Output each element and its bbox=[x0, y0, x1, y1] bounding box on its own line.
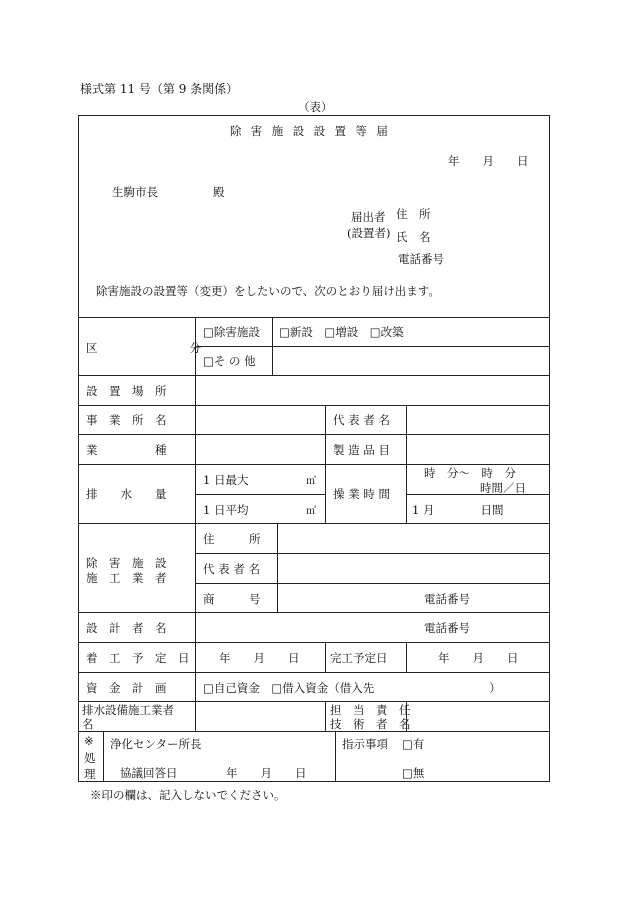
category-removal-facility[interactable]: □除害施設 bbox=[203, 325, 260, 339]
consult-date-field: 年 月 日 bbox=[226, 766, 307, 780]
processing-label-1: 処 bbox=[84, 751, 96, 765]
category-other[interactable]: □そ の 他 bbox=[203, 354, 256, 368]
category-label: 区 分 bbox=[86, 341, 201, 355]
time-range: 時 分〜 時 分 bbox=[424, 466, 516, 480]
end-date-label: 完工予定日 bbox=[330, 651, 388, 665]
footer-note: ※印の欄は、記入しないでください。 bbox=[90, 788, 286, 802]
funding-options[interactable]: □自己資金 □借入資金（借入先 ） bbox=[203, 681, 501, 695]
address-label: 住 所 bbox=[396, 207, 431, 221]
drain-contractor-label-2: 名 bbox=[82, 717, 94, 731]
category-options[interactable]: □新設 □増設 □改築 bbox=[279, 325, 404, 339]
hours-per-day: 時間／日 bbox=[480, 481, 526, 495]
daily-avg-unit: ㎥ bbox=[306, 506, 316, 517]
addressee: 生駒市長 bbox=[112, 185, 158, 199]
phone-label: 電話番号 bbox=[398, 252, 444, 266]
drain-contractor-label-1: 排水設備施工業者 bbox=[82, 703, 174, 717]
notifier-sub-label: (設置者) bbox=[347, 226, 391, 240]
contractor-rep-label: 代 表 者 名 bbox=[203, 562, 260, 576]
honorific: 殿 bbox=[213, 185, 225, 199]
engineer-label-1: 担 当 責 任 bbox=[330, 703, 411, 717]
statement: 除害施設の設置等（変更）をしたいので、次のとおり届け出ます。 bbox=[96, 284, 440, 298]
contractor-label-2: 施 工 業 者 bbox=[86, 571, 167, 585]
designer-label: 設 計 者 名 bbox=[86, 621, 167, 635]
form-number: 様式第 11 号（第 9 条関係） bbox=[80, 82, 239, 96]
start-date-field: 年 月 日 bbox=[219, 651, 300, 665]
industry-label: 業 種 bbox=[86, 443, 167, 457]
notifier-label: 届出者 bbox=[351, 210, 386, 224]
date-field: 年 月 日 bbox=[448, 154, 529, 168]
contractor-trade-label: 商 号 bbox=[203, 592, 261, 606]
contractor-phone-label: 電話番号 bbox=[424, 592, 470, 606]
product-label: 製 造 品 目 bbox=[333, 443, 390, 457]
start-date-label: 着 工 予 定 日 bbox=[86, 651, 190, 665]
designer-phone-label: 電話番号 bbox=[424, 621, 470, 635]
contractor-address-label: 住 所 bbox=[203, 532, 261, 546]
processing-label-2: 理 bbox=[84, 767, 96, 781]
form-title: 除 害 施 設 設 置 等 届 bbox=[230, 124, 391, 138]
location-label: 設 置 場 所 bbox=[86, 384, 167, 398]
name-label: 氏 名 bbox=[396, 230, 431, 244]
center-head-label: 浄化センター所長 bbox=[110, 737, 202, 751]
instruction-yes[interactable]: □有 bbox=[402, 737, 425, 751]
daily-avg-label: 1 日平均 bbox=[203, 503, 249, 517]
consult-date-label: 協議回答日 bbox=[120, 766, 178, 780]
representative-label: 代 表 者 名 bbox=[333, 413, 390, 427]
processing-mark: ※ bbox=[84, 734, 94, 748]
op-hours-label: 操 業 時 間 bbox=[333, 487, 390, 501]
daily-max-unit: ㎥ bbox=[306, 476, 316, 487]
contractor-label-1: 除 害 施 設 bbox=[86, 556, 167, 570]
instruction-no[interactable]: □無 bbox=[402, 766, 425, 780]
engineer-label-2: 技 術 者 名 bbox=[330, 717, 411, 731]
end-date-field: 年 月 日 bbox=[438, 651, 519, 665]
daily-max-label: 1 日最大 bbox=[203, 473, 249, 487]
side-label: （表） bbox=[298, 100, 333, 114]
instruction-label: 指示事項 bbox=[342, 737, 388, 751]
days-per-month: 1 月 日間 bbox=[412, 503, 504, 517]
drainage-label: 排 水 量 bbox=[86, 487, 167, 501]
funding-label: 資 金 計 画 bbox=[86, 681, 167, 695]
office-name-label: 事 業 所 名 bbox=[86, 413, 167, 427]
